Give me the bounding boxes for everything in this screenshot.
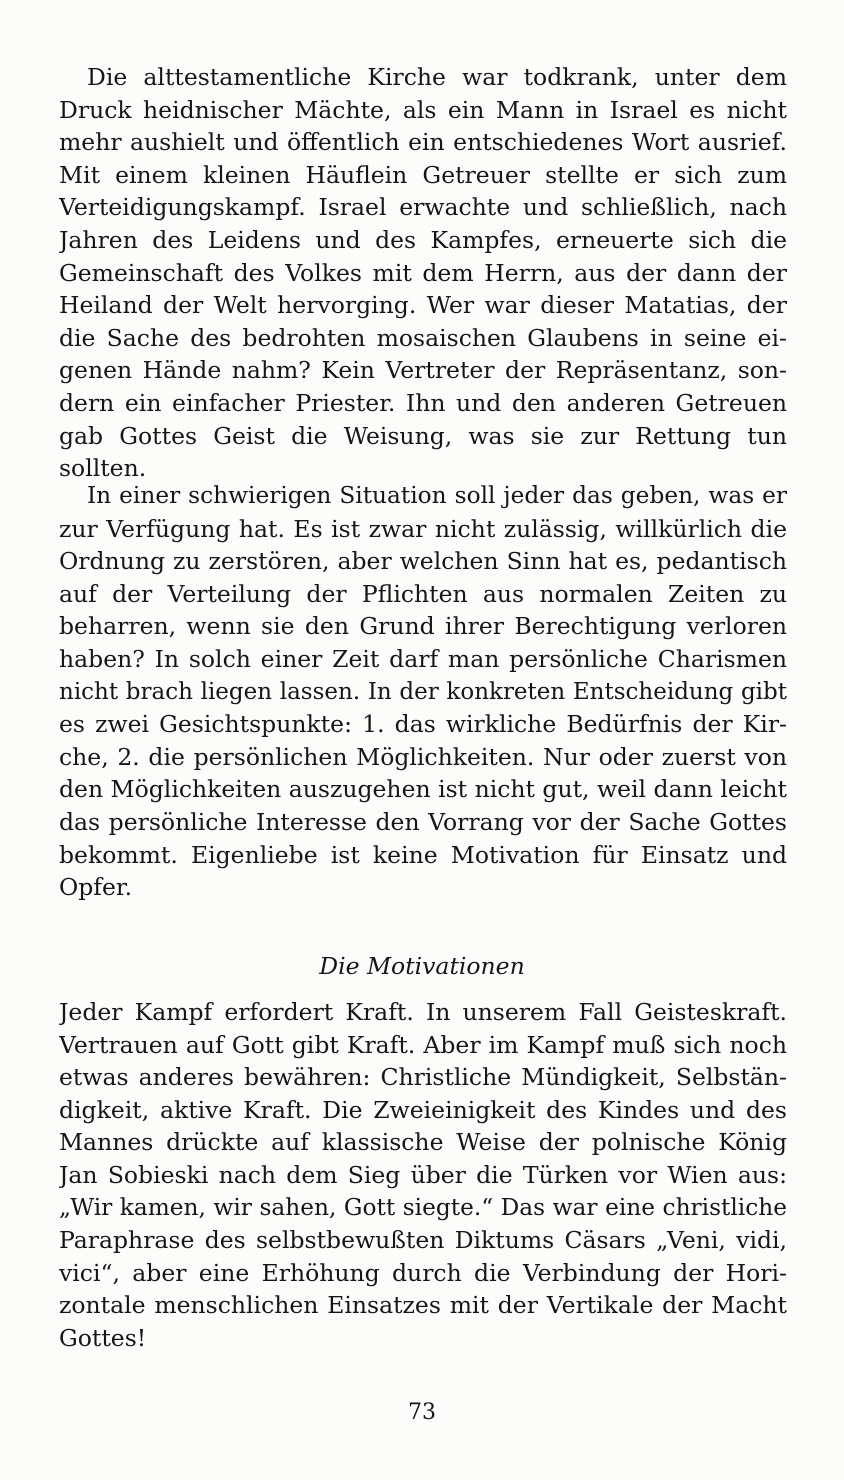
text-line: Jahren des Leidens und des Kampfes, erneuerte sich die [59,225,787,254]
text-line: Mannes drückte auf klassische Weise der polnische König [59,1128,787,1157]
text-line: Gemeinschaft des Volkes mit dem Herrn, aus der dann der [59,258,787,287]
page-number: 73 [408,1400,436,1425]
text-line: Verteidigungskampf. Israel erwachte und schließlich, nach [59,193,787,222]
paragraph-matatias [59,61,787,485]
text-line: den Möglichkeiten auszugehen ist nicht gut, weil dann leicht [59,775,787,804]
text-line: Die alttestamentliche Kirche war todkrank, unter dem [87,63,787,91]
text-line: mehr aushielt und öffentlich ein entschiedenes Wort ausrief. [59,128,787,157]
text-line: haben? In solch einer Zeit darf man persönliche Charismen [59,644,787,673]
section-heading: Die Motivationen [319,952,525,980]
text-line: vici“, aber eine Erhöhung durch die Verbindung der Hori- [59,1258,787,1287]
text-line: Jeder Kampf erfordert Kraft. In unserem Fall Geisteskraft. [59,998,787,1026]
text-line: Jan Sobieski nach dem Sieg über die Türken vor Wien aus: [59,1160,787,1189]
text-line: Heiland der Welt hervorging. Wer war dieser Matatias, der [59,291,787,320]
text-line: das persönliche Interesse den Vorrang vor der Sache Gottes [59,807,787,836]
text-line: Mit einem kleinen Häuflein Getreuer stellte er sich zum [59,160,787,189]
text-line: es zwei Gesichtspunkte: 1. das wirkliche Bedürfnis der Kir- [59,710,787,739]
text-line: die Sache des bedrohten mosaischen Glaubens in seine ei- [59,323,787,352]
text-line: Opfer. [59,873,133,902]
text-line: Vertrauen auf Gott gibt Kraft. Aber im Kampf muß sich noch [59,1030,787,1059]
text-line: etwas anderes bewähren: Christliche Mündigkeit, Selbstän- [59,1063,787,1092]
text-line: Gottes! [59,1323,147,1352]
text-line: Paraphrase des selbstbewußten Diktums Cäsars „Veni, vidi, [59,1226,787,1255]
text-line: Druck heidnischer Mächte, als ein Mann in Israel es nicht [59,95,787,124]
text-line: auf der Verteilung der Pflichten aus normalen Zeiten zu [59,579,787,608]
text-line: zontale menschlichen Einsatzes mit der Vertikale der Macht [59,1291,787,1320]
text-line: sollten. [59,454,147,483]
text-line: In einer schwierigen Situation soll jeder das geben, was er [87,482,787,509]
text-line: che, 2. die persönlichen Möglichkeiten. Nur oder zuerst von [59,742,787,771]
text-line: dern ein einfacher Priester. Ihn und den anderen Getreuen [59,388,787,417]
text-line: Ordnung zu zerstören, aber welchen Sinn hat es, pedantisch [59,547,787,576]
text-line: bekommt. Eigenliebe ist keine Motivation für Einsatz und [59,840,787,869]
text-line: digkeit, aktive Kraft. Die Zweieinigkeit des Kindes und des [59,1095,787,1124]
paragraph-situation [59,480,787,904]
text-line: gab Gottes Geist die Weisung, was sie zur Rettung tun [59,421,787,450]
text-line: zur Verfügung hat. Es ist zwar nicht zulässig, willkürlich die [59,514,787,543]
text-line: beharren, wenn sie den Grund ihrer Berechtigung verloren [59,612,787,641]
text-line: genen Hände nahm? Kein Vertreter der Repräsentanz, son- [59,356,787,385]
paragraph-motivations [59,996,787,1355]
text-line: nicht brach liegen lassen. In der konkreten Entscheidung gibt [59,678,787,705]
text-line: „Wir kamen, wir sahen, Gott siegte.“ Das war eine christliche [59,1193,787,1221]
